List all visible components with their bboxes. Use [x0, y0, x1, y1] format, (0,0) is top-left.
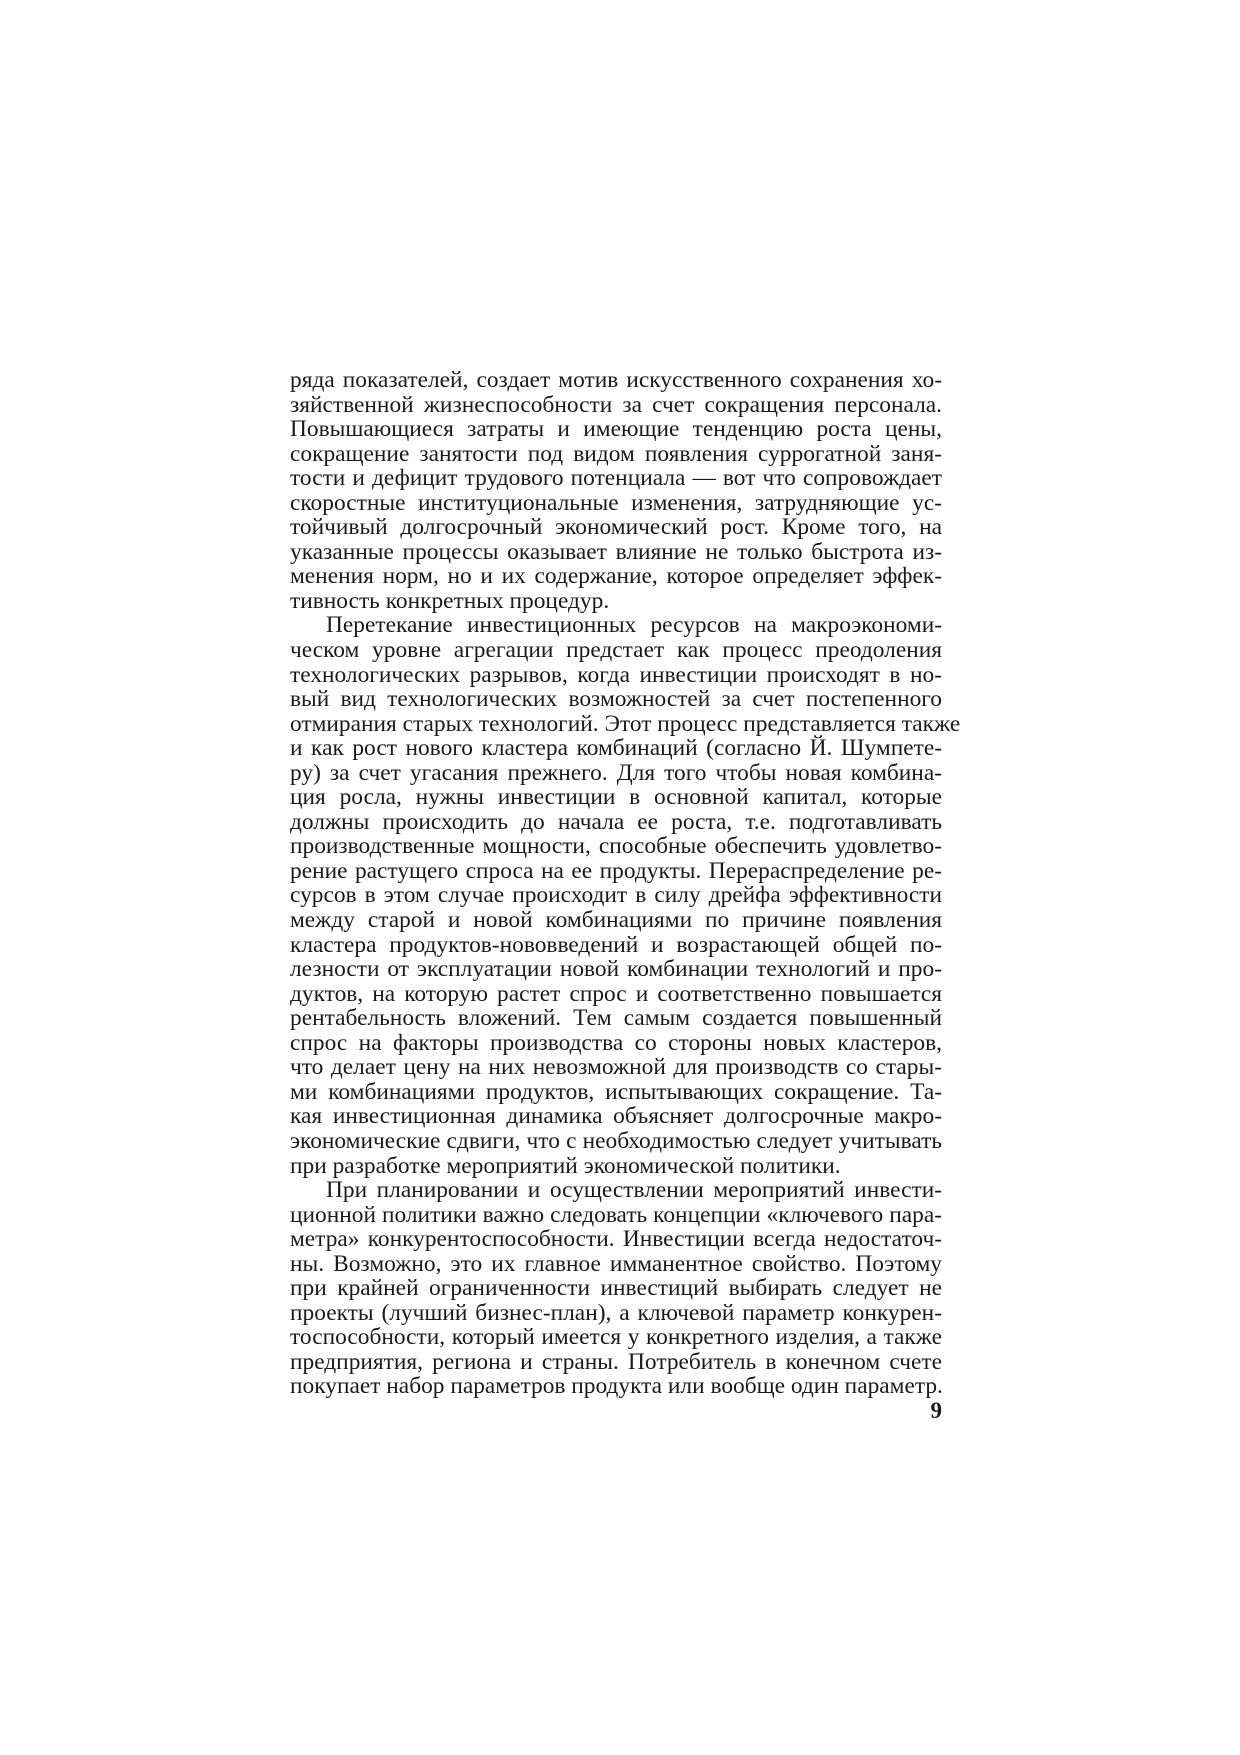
text-line: рентабельность вложений. Тем самым создается повышенный — [290, 1005, 942, 1032]
text-line: Повышающиеся затраты и имеющие тенденцию роста цены, — [290, 416, 942, 443]
text-line: вый вид технологических возможностей за счет постепенного — [290, 686, 942, 713]
text-line: тойчивый долгосрочный экономический рост. Кроме того, на — [290, 514, 942, 541]
text-line: сокращение занятости под видом появления суррогатной заня- — [290, 440, 942, 467]
text-line: лезности от эксплуатации новой комбинации технологий и про- — [290, 956, 942, 983]
paragraph-1 — [290, 368, 942, 613]
text-line: кластера продуктов-нововведений и возрастающей общей по- — [290, 931, 942, 958]
text-line: ряда показателей, создает мотив искусственного сохранения хо- — [290, 367, 942, 393]
text-line: проекты (лучший бизнес-план), а ключевой параметр конкурен- — [290, 1299, 942, 1326]
text-line: при разработке мероприятий экономической политики. — [290, 1152, 841, 1179]
text-line: покупает набор параметров продукта или вообще один параметр. — [290, 1373, 943, 1400]
text-line: отмирания старых технологий. Этот процесс представляется также — [290, 710, 961, 737]
text-line: кая инвестиционная динамика объясняет долгосрочные макро- — [290, 1103, 942, 1130]
paragraph-2 — [290, 612, 961, 1179]
text-line: что делает цену на них невозможной для производств со стары- — [290, 1054, 942, 1081]
text-line: должны происходить до начала ее роста, т.е. подготавливать — [290, 808, 942, 835]
text-line: тивность конкретных процедур. — [290, 587, 610, 614]
text-line: рение растущего спроса на ее продукты. Перераспределение ре- — [290, 857, 942, 884]
text-line: ческом уровне агрегации предстает как процесс преодоления — [290, 637, 942, 664]
text-line: указанные процессы оказывает влияние не только быстрота из- — [290, 538, 942, 565]
text-line: менения норм, но и их содержание, которое определяет эффек- — [290, 563, 942, 590]
text-line: сурсов в этом случае происходит в силу дрейфа эффективности — [290, 882, 942, 909]
text-line: тости и дефицит трудового потенциала — вот что сопровождает — [290, 465, 942, 492]
text-line: ми комбинациями продуктов, испытывающих сокращение. Та- — [290, 1078, 942, 1105]
text-line: спрос на факторы производства со стороны новых кластеров, — [290, 1029, 942, 1056]
text-line: производственные мощности, способные обеспечить удовлетво- — [290, 833, 942, 860]
text-line: зяйственной жизнеспособности за счет сокращения персонала. — [290, 391, 942, 418]
paragraph-3 — [290, 1178, 942, 1399]
page-number: 9 — [930, 1398, 942, 1423]
text-line: ру) за счет угасания прежнего. Для того чтобы новая комбина- — [290, 759, 942, 786]
text-line: тоспособности, который имеется у конкретного изделия, а также — [290, 1324, 942, 1351]
text-line: метра» конкурентоспособности. Инвестиции всегда недостаточ- — [290, 1226, 942, 1253]
text-line: при крайней ограниченности инвестиций выбирать следует не — [290, 1275, 942, 1302]
text-line: скоростные институциональные изменения, затрудняющие ус- — [290, 489, 942, 516]
text-line: предприятия, региона и страны. Потребитель в конечном счете — [290, 1348, 942, 1375]
text-line: Перетекание инвестиционных ресурсов на макроэкономи- — [326, 612, 942, 639]
text-line: ция росла, нужны инвестиции в основной капитал, которые — [290, 784, 942, 811]
text-line: ны. Возможно, это их главное имманентное свойство. Поэтому — [290, 1250, 942, 1277]
text-line: дуктов, на которую растет спрос и соответственно повышается — [290, 980, 942, 1007]
text-line: ционной политики важно следовать концепции «ключевого пара- — [290, 1201, 942, 1228]
text-line: технологических разрывов, когда инвестиции происходят в но- — [290, 661, 942, 688]
body-text — [290, 367, 961, 1400]
text-line: При планировании и осуществлении мероприятий инвести- — [326, 1177, 942, 1204]
text-line: между старой и новой комбинациями по причине появления — [290, 907, 942, 934]
text-line: и как рост нового кластера комбинаций (согласно Й. Шумпете- — [290, 735, 942, 762]
text-line: экономические сдвиги, что с необходимостью следует учитывать — [290, 1127, 942, 1154]
